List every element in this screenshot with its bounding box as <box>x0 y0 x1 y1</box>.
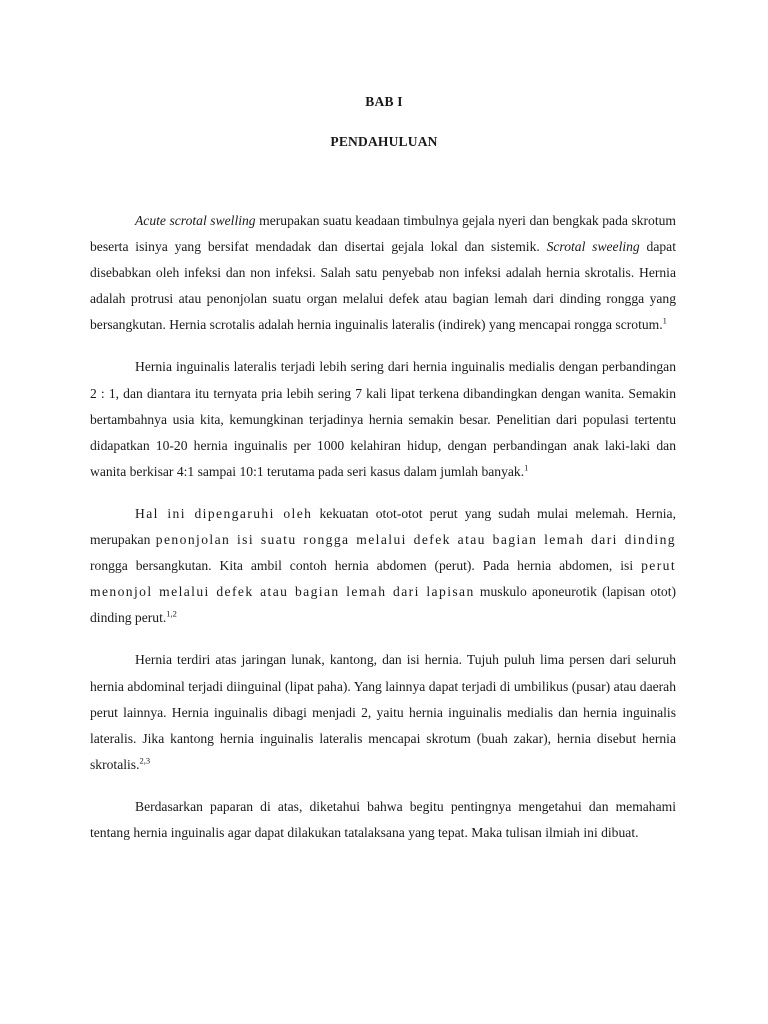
paragraph-2-text: Hernia inguinalis lateralis terjadi lebih sering dari hernia inguinalis medialis dengan perbandingan 2 : 1, dan diantara itu ternyata pria lebih sering 7 kali lipat terkena dibandingkan dengan wanita. Semakin bertambahnya usia kita, kemungkinan terjadinya hernia semakin besar. Penelitian dari populasi tertentu didapatkan 10-20 hernia inguinalis per 1000 kelahiran hidup, dengan perbandingan anak laki-laki dan wanita berkisar 4:1 sampai 10:1 terutama pada seri kasus dalam jumlah banyak. <box>90 359 676 479</box>
chapter-number: BAB I <box>365 94 403 109</box>
paragraph-1-text-a: merupakan suatu keadaan timbulnya gejala nyeri dan bengkak pada skrotum beserta isinya yang bersifat mendadak dan disertai gejala lokal dan sistemik. <box>90 213 676 255</box>
chapter-title: PENDAHULUAN <box>330 134 438 149</box>
paragraph-3-text-spaced-c: perut menonjol melalui defek atau bagian lemah dari lapisan <box>90 558 676 600</box>
paragraph-3 <box>90 501 676 631</box>
paragraph-3-text-a: kekuatan otot-otot perut yang sudah mulai melemah. Hernia, merupakan <box>90 505 676 548</box>
paragraph-5 <box>90 794 676 846</box>
body-text <box>90 208 676 862</box>
paragraph-3-text-c: muskulo aponeurotik (lapisan otot) dinding perut. <box>90 584 676 626</box>
reference-marker: 1 <box>662 315 667 326</box>
paragraph-2 <box>90 354 676 484</box>
paragraph-5-text: Berdasarkan paparan di atas, diketahui bahwa begitu pentingnya mengetahui dan memahami tentang hernia inguinalis agar dapat dilakukan tatalaksana yang tepat. Maka tulisan ilmiah ini dibuat. <box>90 798 676 840</box>
paragraph-3-text-b: rongga bersangkutan. Kita ambil contoh hernia abdomen (perut). Pada hernia abdomen, isi <box>90 558 642 574</box>
paragraph-4-text: Hernia terdiri atas jaringan lunak, kantong, dan isi hernia. Tujuh puluh lima persen dari seluruh hernia abdominal terjadi diinguinal (lipat paha). Yang lainnya dapat terjadi di umbilikus (pusar) atau daerah perut lainnya. Hernia inguinalis dibagi menjadi 2, yaitu hernia inguinalis medialis dan hernia inguinalis lateralis. Jika kantong hernia inguinalis lateralis mencapai skrotum (buah zakar), hernia disebut hernia skrotalis. <box>90 652 676 772</box>
reference-marker: 2,3 <box>139 755 151 766</box>
paragraph-4 <box>90 647 676 777</box>
paragraph-1 <box>90 208 676 338</box>
paragraph-3-text-spaced-b: penonjolan isi suatu rongga melalui defek atau bagian lemah dari dinding <box>155 532 676 548</box>
term-scrotal-sweeling: Scrotal sweeling <box>546 239 640 255</box>
term-acute-scrotal-swelling: Acute scrotal swelling <box>135 213 256 228</box>
reference-marker: 1 <box>524 462 529 473</box>
reference-marker: 1,2 <box>166 608 177 619</box>
paragraph-3-text-spaced-a: Hal ini dipengaruhi oleh <box>135 505 313 521</box>
paragraph-1-text-b: dapat disebabkan oleh infeksi dan non infeksi. Salah satu penyebab non infeksi adalah hernia skrotalis. Hernia adalah protrusi atau penonjolan suatu organ melalui defek atau bagian lemah dari dinding rongga yang bersangkutan. Hernia scrotalis adalah hernia inguinalis lateralis (indirek) yang mencapai rongga scrotum. <box>90 239 676 333</box>
